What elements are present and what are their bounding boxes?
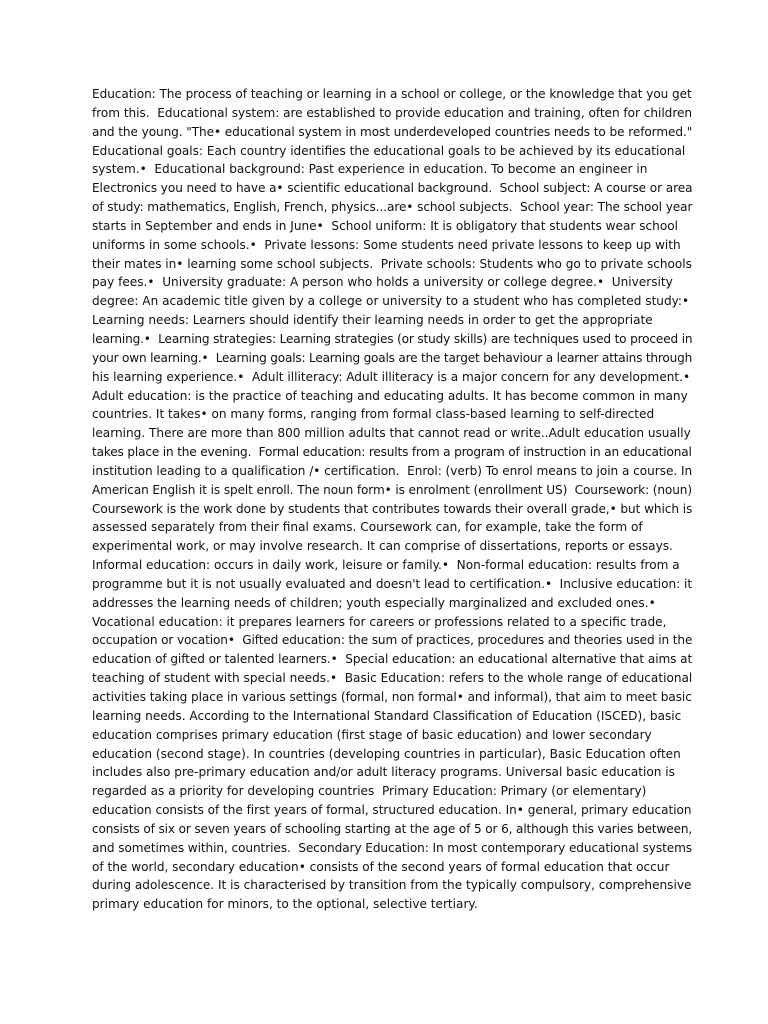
text-line: regarded as a priority for developing countries Primary Education: Primary (or elementary) xyxy=(92,784,647,799)
text-line: Informal education: occurs in daily work, leisure or family.• Non-formal education: results from a xyxy=(92,558,680,573)
text-line: assessed separately from their final exams. Coursework can, for example, take the form of xyxy=(92,520,643,535)
document-body-text xyxy=(92,85,692,914)
text-line: includes also pre-primary education and/or adult literacy programs. Universal basic education is xyxy=(92,765,675,780)
text-line: and the young. "The• educational system in most underdeveloped countries needs to be reformed." xyxy=(92,124,693,139)
text-line: system.• Educational background: Past experience in education. To become an engineer in xyxy=(92,162,648,177)
text-line: of the world, secondary education• consists of the second years of formal education that occur xyxy=(92,859,670,874)
text-line: Education: The process of teaching or learning in a school or college, or the knowledge that you get xyxy=(92,87,692,101)
text-line: degree: An academic title given by a college or university to a student who has completed study:• xyxy=(92,294,690,309)
text-line: takes place in the evening. Formal education: results from a program of instruction in an educational xyxy=(92,445,692,460)
text-line: countries. It takes• on many forms, ranging from formal class-based learning to self-directed xyxy=(92,407,655,422)
text-line: activities taking place in various settings (formal, non formal• and informal), that aim to meet basic xyxy=(92,690,692,704)
text-line: his learning experience.• Adult illiteracy: Adult illiteracy is a major concern for any development.• xyxy=(92,369,691,384)
text-line: your own learning.• Learning goals: Learning goals are the target behaviour a learner attains through xyxy=(92,350,693,365)
text-line: and sometimes within, countries. Secondary Education: In most contemporary educational systems xyxy=(92,840,693,855)
text-line: programme but it is not usually evaluated and doesn't lead to certification.• Inclusive education: it xyxy=(92,576,693,591)
text-line: education of gifted or talented learners.• Special education: an educational alternative that aims at xyxy=(92,652,693,667)
text-line: Adult education: is the practice of teaching and educating adults. It has become common in many xyxy=(92,388,688,403)
text-line: learning needs. According to the International Standard Classification of Education (ISCED), basic xyxy=(92,708,682,723)
text-line: Educational goals: Each country identifies the educational goals to be achieved by its educational xyxy=(92,143,686,158)
text-line: pay fees.• University graduate: A person who holds a university or college degree.• University xyxy=(92,275,673,290)
text-line: institution leading to a qualification /• certification. Enrol: (verb) To enrol means to join a course. In xyxy=(92,463,693,478)
text-line: of study: mathematics, English, French, physics...are• school subjects. School year: The school year xyxy=(92,200,693,215)
text-line: American English it is spelt enroll. The noun form• is enrolment (enrollment US) Coursework: (noun) xyxy=(92,482,692,497)
text-line: addresses the learning needs of children; youth especially marginalized and excluded ones.• xyxy=(92,595,656,610)
text-line: occupation or vocation• Gifted education: the sum of practices, procedures and theories used in the xyxy=(92,633,693,648)
text-line: from this. Educational system: are established to provide education and training, often for children xyxy=(92,105,693,120)
text-line: Coursework is the work done by students that contributes towards their overall grade,• but which is xyxy=(92,501,693,516)
text-line: teaching of student with special needs.• Basic Education: refers to the whole range of educational xyxy=(92,671,693,686)
text-line: education (second stage). In countries (developing countries in particular), Basic Education often xyxy=(92,746,681,761)
text-line: learning. There are more than 800 million adults that cannot read or write..Adult education usually xyxy=(92,426,691,441)
text-line: uniforms in some schools.• Private lessons: Some students need private lessons to keep up with xyxy=(92,237,681,252)
text-line: during adolescence. It is characterised by transition from the typically compulsory, comprehensive xyxy=(92,878,692,893)
text-line: their mates in• learning some school subjects. Private schools: Students who go to private schools xyxy=(92,256,692,271)
text-line: primary education for minors, to the optional, selective tertiary. xyxy=(92,897,478,912)
text-line: starts in September and ends in June• School uniform: It is obligatory that students wear school xyxy=(92,218,678,233)
text-line: Learning needs: Learners should identify their learning needs in order to get the appropriate xyxy=(92,313,653,328)
text-line: Electronics you need to have a• scientific educational background. School subject: A course or area xyxy=(92,181,693,196)
text-line: consists of six or seven years of schooling starting at the age of 5 or 6, although this varies between, xyxy=(92,821,693,836)
text-line: Vocational education: it prepares learners for careers or professions related to a specific trade, xyxy=(92,614,667,629)
text-line: experimental work, or may involve research. It can comprise of dissertations, reports or essays. xyxy=(92,539,673,554)
text-line: education comprises primary education (first stage of basic education) and lower secondary xyxy=(92,727,652,742)
text-line: learning.• Learning strategies: Learning strategies (or study skills) are techniques used to proceed in xyxy=(92,331,693,346)
text-line: education consists of the first years of formal, structured education. In• general, primary education xyxy=(92,803,692,818)
